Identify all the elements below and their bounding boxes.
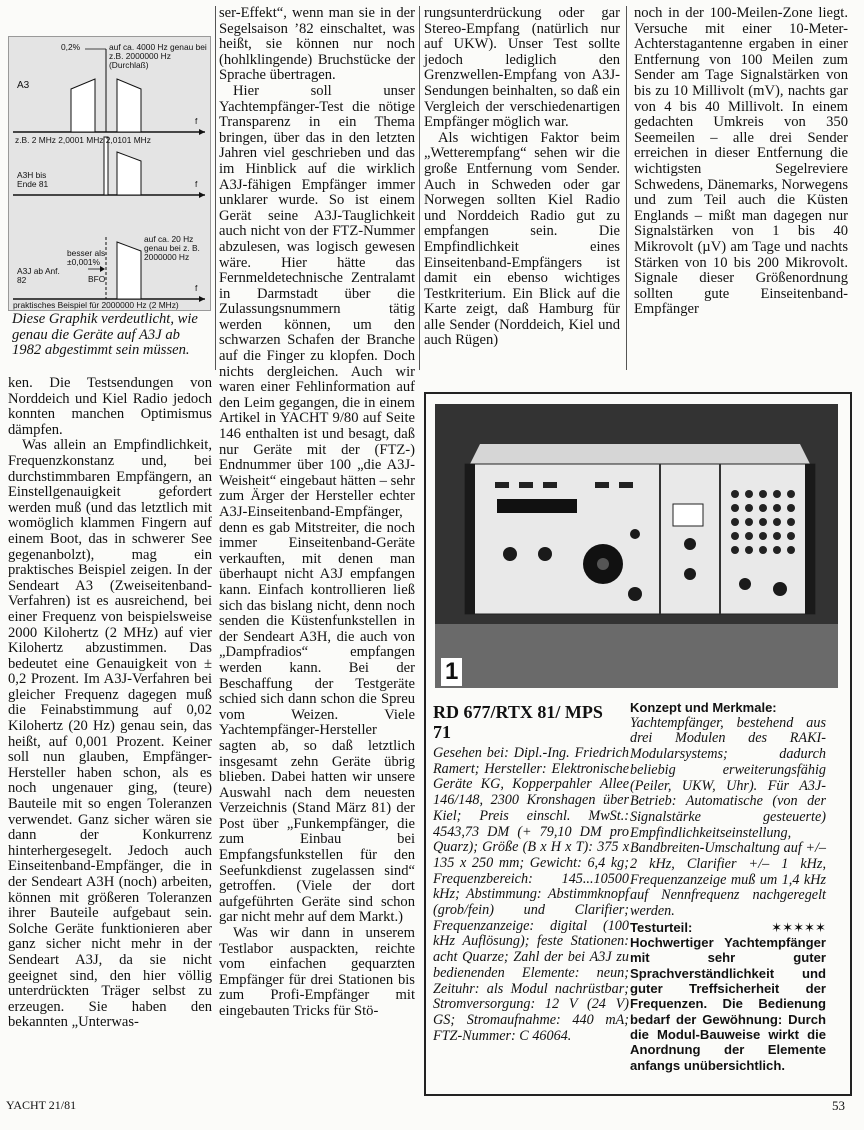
- paragraph: rungsunterdrückung oder gar Stereo-Empfang (natürlich nur auf UKW). Unser Test sollte jedoch lediglich den Grenzwellen-Empfang von A3J-Sendungen beinhalten, so daß ein Vergleich der verschiedenartigen Empfänger möglich war.: [424, 5, 620, 131]
- column-rule: [419, 6, 420, 370]
- frequency-diagram: [8, 36, 211, 311]
- label-f3: f: [195, 283, 198, 293]
- column-3: [424, 6, 620, 349]
- label-f2: f: [195, 179, 198, 189]
- paragraph: ken. Die Testsendungen von Norddeich und Kiel Radio jedoch konnten manchen Optimismus dämpfen.: [8, 375, 212, 438]
- concept-text: Yachtempfänger, bestehend aus drei Modulen des RAKI-Modularsystems; dadurch beliebig erweiterungsfähig (Peiler, UKW, Uhr). Für A3J-Betrieb: Automatische (von der Signalstärke gesteuerte) Empfindlichkeitseinstellung, Bandbreiten-Umschaltung auf +/– 2 kHz, Clarifier +/– 1 kHz, Frequenzanzeige muß um 1,4 kHz auf Nennfrequenz nachgeregelt werden.: [630, 714, 826, 920]
- page-number: 53: [832, 1098, 845, 1113]
- paragraph: Was wir dann in unserem Testlabor auspackten, reichte vom einfachen gequarzten Empfänger für drei Stationen bis zum Profi-Empfänger mit eingebauten Tricks für Stö-: [219, 925, 415, 1019]
- footer-magazine: YACHT 21/81: [6, 1098, 77, 1112]
- receiver-photo: [435, 404, 838, 688]
- label-bottom: praktisches Beispiel für 2000000 Hz (2 MHz): [13, 300, 179, 310]
- concept-section: [630, 700, 826, 1073]
- photo-number: 1: [441, 658, 462, 686]
- label-a3j-note: auf ca. 20 Hz genau bei z. B. 2000000 Hz: [144, 234, 200, 262]
- verdict: [630, 920, 826, 1073]
- label-better: besser als ±0,001%: [67, 248, 106, 267]
- test-report-box: [424, 392, 852, 1096]
- label-a3: A3: [17, 80, 30, 91]
- model-title: RD 677/RTX 81/ MPS 71: [433, 702, 603, 742]
- column-rule: [215, 6, 216, 370]
- column-rule: [626, 6, 627, 370]
- label-top-pct: 0,2%: [61, 42, 81, 52]
- rating-stars-icon: ✶✶✶✶✶: [771, 919, 826, 935]
- receiver-illustration: [435, 404, 838, 688]
- paragraph: noch in der 100-Meilen-Zone liegt. Versuche mit einer 10-Meter-Achterstagantenne ergaben in einer Entfernung von 100 Meilen zum Sender am Tage Signalstärken von bis zu 10 Millivolt (mV), nachts gar von 4 bis 40 Millivolt. In einem gedachten Umkreis von 350 Seemeilen – alle drei Sender erreichen in dieser Entfernung die wichtigsten Segelreviere Schwedens, Dänemarks, Norwegens und zum Teil auch die Küsten Englands – mißt man dagegen nur Signalstärken von 1 bis 40 Mikrovolt (µV) am Tage und nachts Stärken von 10 bis 200 Mikrovolt. Signale dieser Größenordnung sollten gute Einseitenband-Empfänger: [634, 5, 848, 318]
- column-4: [634, 6, 848, 318]
- column-2: [219, 6, 415, 1020]
- label-top-note: auf ca. 4000 Hz genau bei z.B. 2000000 Hz (Durchlaß): [109, 42, 207, 70]
- column-1: [8, 376, 212, 1031]
- paragraph: Als wichtigen Faktor beim „Wetterempfang“ sehen wir die große Entfernung vom Sender. Auch in Schweden oder gar Norwegen sollten Kiel Radio und Norddeich Radio gut zu empfangen sein. Die Empfindlichkeit eines Einseitenband-Empfängers ist damit ein ebenso wichtiges Testkriterium. Ein Blick auf die Karte zeigt, daß Hamburg für alle Sender (Norddeich, Kiel und auch Rügen): [424, 129, 620, 349]
- label-zb-axis: z.B. 2 MHz 2,0001 MHz 2,0101 MHz: [15, 135, 151, 145]
- paragraph: Hier soll unser Yachtempfänger-Test die nötige Transparenz in ein Thema bringen, über das in den letzten Jahren viel geschrieben und das im Hinblick auf die wirklich A3J-fähigen Empfänger immer unklarer wurde. So ist einem Gerät seine A3J-Tauglichkeit auch nicht von der FTZ-Nummer abzulesen, was logisch gewesen wäre. Hier hätte das Fernmeldetechnische Zentralamt in Darmstadt über die Zulassungsnummern tätig werden können, um den schwarzen Schafen der Branche auf die Finger zu klopfen. Doch nichts dergleichen. Auch wir waren einer Fehlinformation auf den Leim gegangen, die in einem Artikel in YACHT 9/80 auf Seite 146 enthalten ist und besagt, daß nur Geräte mit der (FTZ-) Endnummer über 100 „die A3J-Weisheit“ eingebaut hätten – sehr zum Ärger der Hersteller echter A3J-Einseitenband-Empfänger, denn es gab Mitstreiter, die noch immer Einseitenband-Geräte verkauften, mit denen man überhaupt nicht A3J empfangen kann. Einfach kontrollieren ließ sich das bislang nicht, denn noch senden die Küstenfunkstellen in der Sendeart A3H, die auch von „Dampfradios“ empfangen werden kann. Bei der Beschaffung der Testgeräte schied sich dann schon die Spreu vom Weizen. Viele Yachtempfänger-Hersteller sagten ab, so daß letztlich insgesamt zehn Geräte übrig blieben. Dabei hatten wir unsere Auswahl nach dem neuesten Verzeichnis (Stand März 81) der Post über „Funkempfänger, die zum Einbau bei Empfangsfunkstellen für den Seefunkdienst zugelassen sind“ getroffen. (Viele der dort aufgeführten Geräte sind schon gar nicht mehr auf dem Markt.): [219, 82, 415, 926]
- verdict-text: Hochwertiger Yachtempfänger mit sehr guter Sprachverständlichkeit und guter Treffsicherheit der Frequenzen. Die Bedienung bedarf der Gewöhnung: Durch die Modul-Bauweise wirkt die Anordnung der Elemente anfangs unübersichtlich.: [630, 935, 826, 1073]
- label-a3j: A3J ab Anf. 82: [17, 266, 60, 285]
- label-a3h: A3H bis Ende 81: [17, 170, 49, 189]
- paragraph: ser-Effekt“, wenn man sie in der Segelsaison ’82 einschaltet, was heißt, sie können nur noch (hohlklingende) Bruchstücke der Sprache übertragen.: [219, 5, 415, 84]
- verdict-label: Testurteil:: [630, 919, 693, 935]
- label-bfo: BFO: [88, 274, 106, 284]
- concept-heading: Konzept und Merkmale:: [630, 700, 777, 715]
- spec-text: Gesehen bei: Dipl.-Ing. Friedrich Ramert; Hersteller: Elektronische Geräte KG, Kopperpahler Allee 146/148, 2300 Kronshagen über Kiel; Preis einschl. MwSt.: 4543,73 DM (+ 79,10 DM pro Quarz); Größe (B x H x T): 375 x 135 x 250 mm; Gewicht: 6,4 kg; Frequenzbereich: 145...10500 kHz; Abstimmung: Abstimmknopf (grob/fein) und Clarifier; Frequenzanzeige: digital (100 kHz Auflösung); feste Stationen: acht Quarze; Zahl der bei A3J zu bedienenden Elemente: neun; Zeituhr: als Modul nachrüstbar; Stromversorgung: 12 V (24 V) GS; Stromaufnahme: 440 mA; FTZ-Nummer: C 46064.: [433, 745, 629, 1044]
- figure-caption: Diese Graphik verdeutlicht, wie genau die Geräte auf A3J ab 1982 abgestimmt sein müssen.: [12, 311, 198, 359]
- paragraph: Was allein an Empfindlichkeit, Frequenzkonstanz und, bei durchstimmbaren Empfängern, an Einstellgenauigkeit gefordert werden muß (und das letztlich mit womöglich klammen Fingern auf einem Boot, das in schwerer See gegenanbolzt), mag ein praktisches Beispiel zeigen. In der Sendeart A3 (Zweiseitenband-Verfahren) ist es ausreichend, bei einer Frequenz von beispielsweise 2000 Kilohertz (2 MHz) auf vier Kilohertz abzustimmen. Das bedeutet eine Genauigkeit von ± 0,2 Prozent. Im A3J-Verfahren bei gleicher Frequenz dagegen muß die Feinabstimmung auf 0,02 Kilohertz (20 Hz) genau sein, das heißt, auf 0,001 Prozent. Keiner soll nun glauben, Empfänger-Hersteller haben schon, als es noch ungenauer ging, (teure) Bauteile mit so engen Toleranzen verwendet. Ganz sicher wären sie dann der Konkurrenz hinterhergesegelt. Jedoch auch Einseitenband-Empfänger, die in der Sendeart A3H (noch) arbeiten, können mit größeren Toleranzen ihrer Bauteile aufgebaut sein. Solche Geräte funktionieren aber ganz sicher nicht mehr in der Sendeart A3J, da sie nicht geeignet sind, den hier völlig unterdrückten Träger selbst zu erzeugen. Sie haben den bekannten „Unterwas-: [8, 437, 212, 1031]
- label-f1: f: [195, 116, 198, 126]
